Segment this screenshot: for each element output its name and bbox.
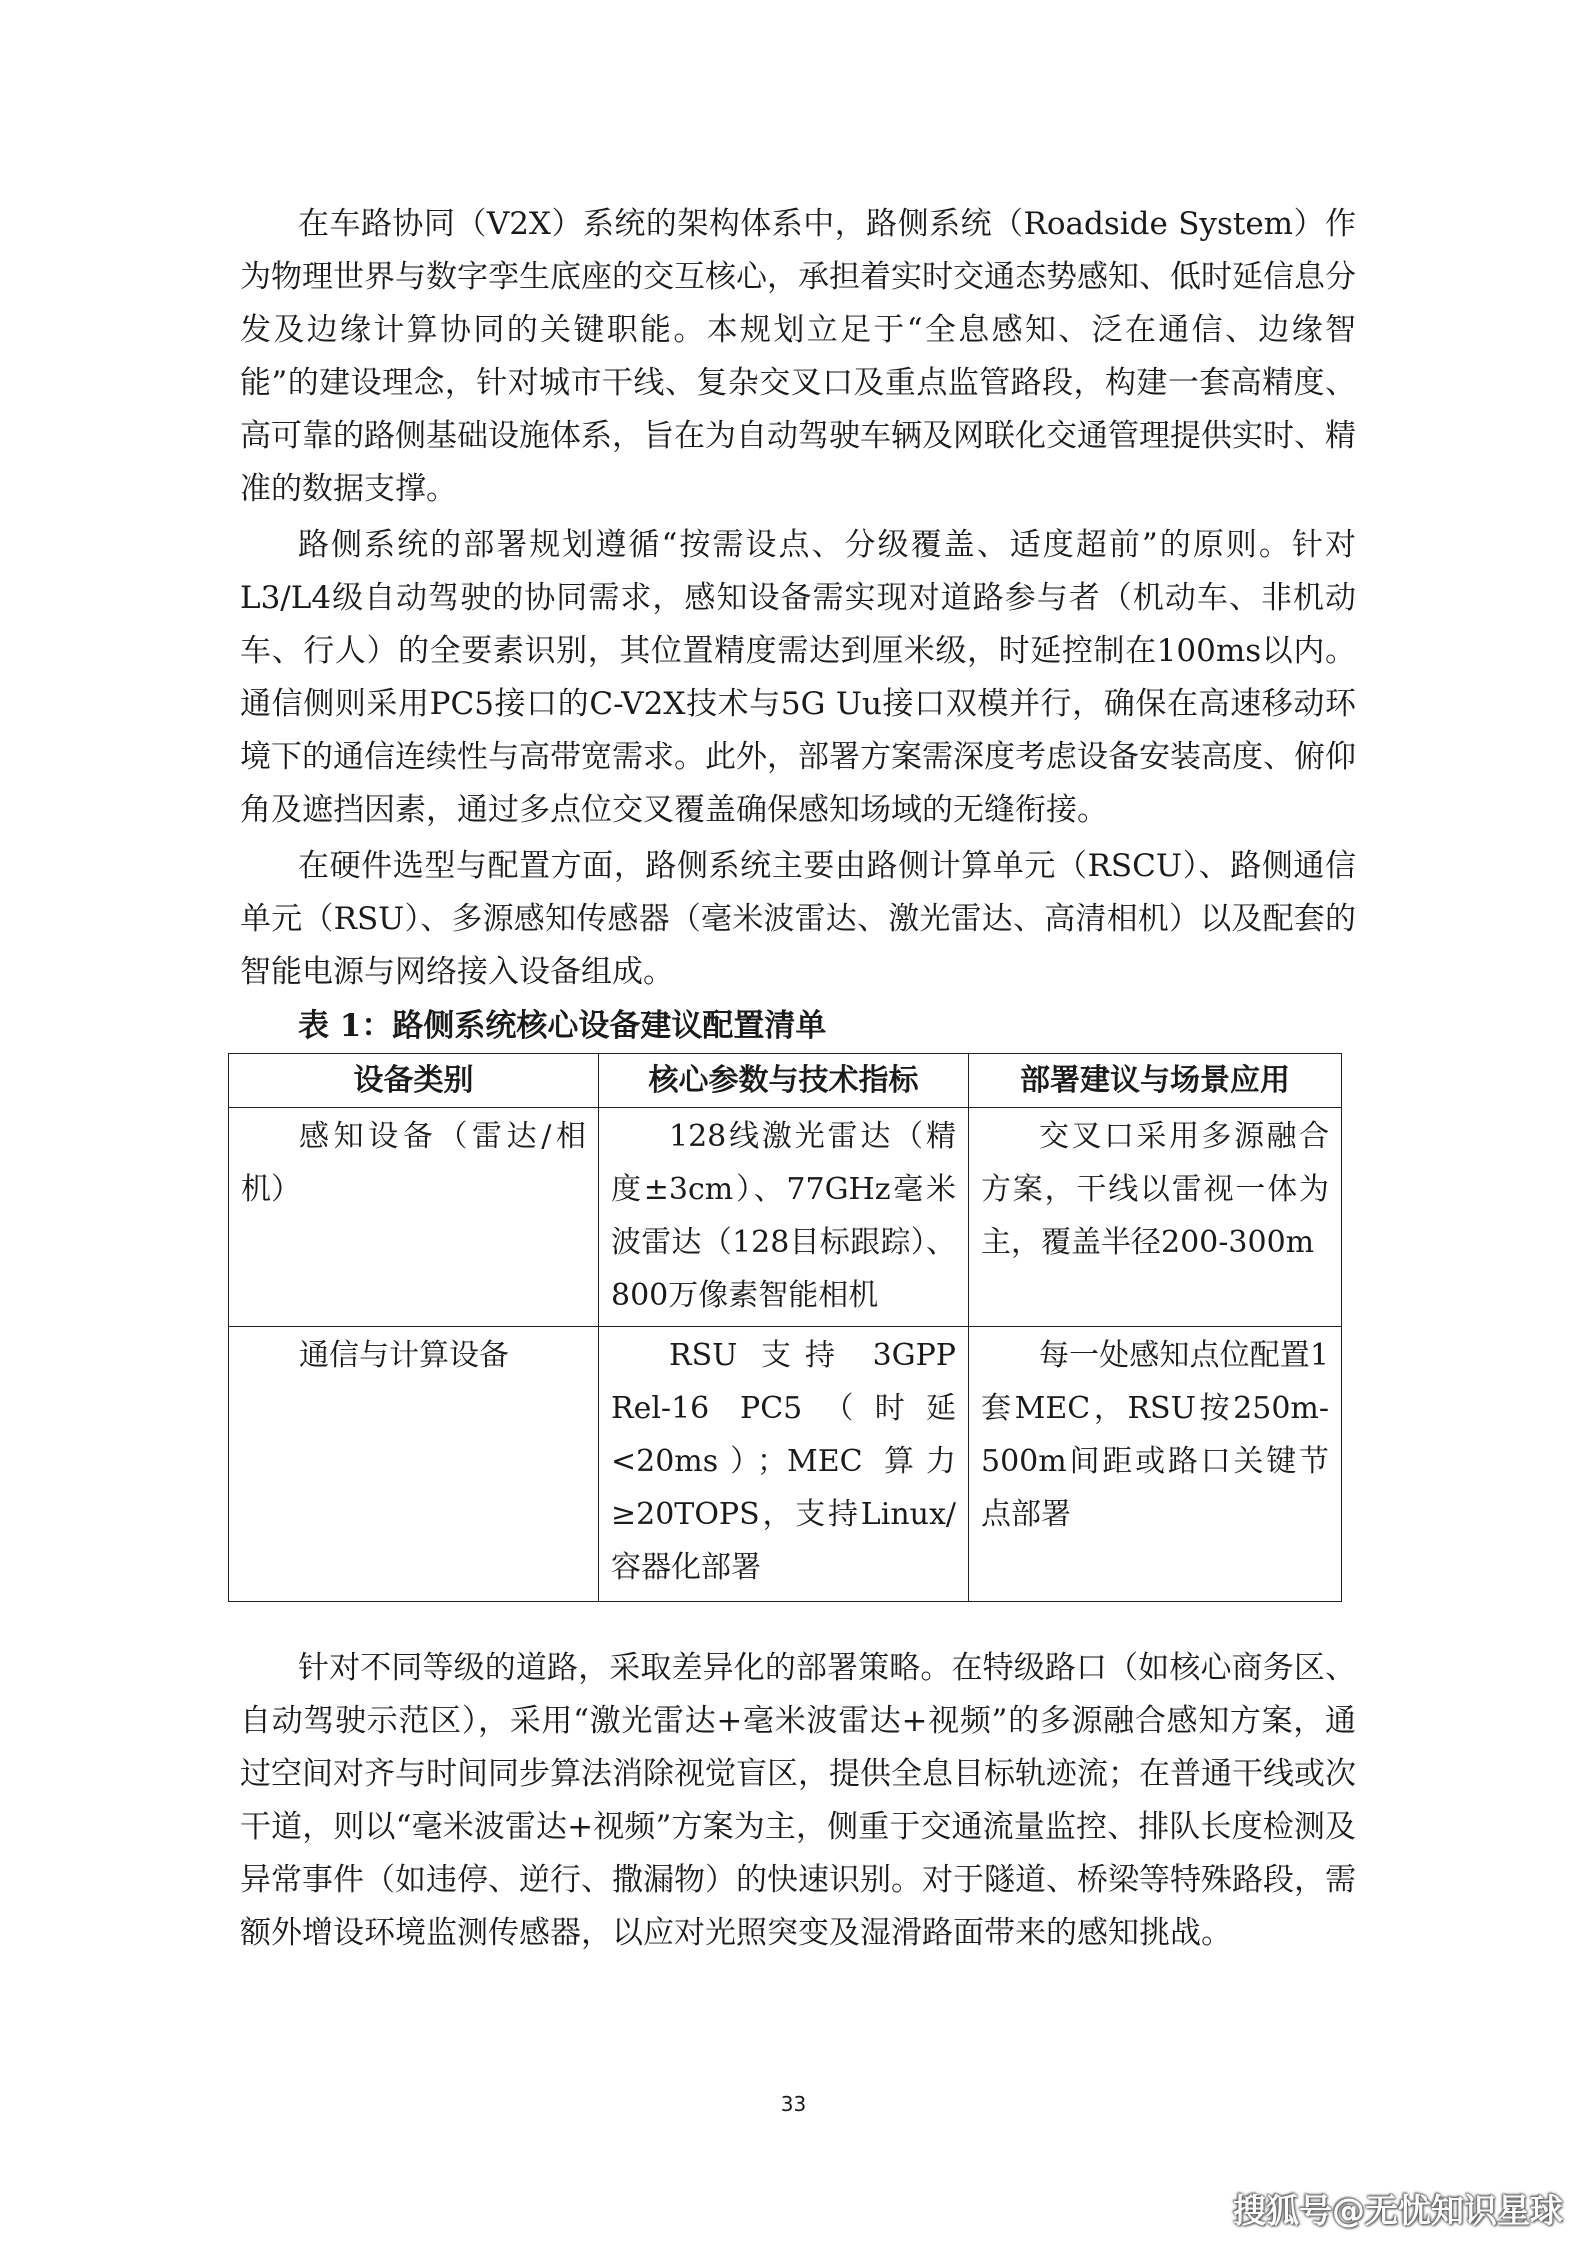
body-paragraph-1: 在车路协同（V2X）系统的架构体系中，路侧系统（Roadside System）作为物理世界与数字孪生底座的交互核心，承担着实时交通态势感知、低时延信息分发及边缘计算协同的关键职能。本规划立足于“全息感知、泛在通信、边缘智能”的建设理念，针对城市干线、复杂交叉口及重点监管路段，构建一套高精度、高可靠的路侧基础设施体系，旨在为自动驾驶车辆及网联化交通管理提供实时、精准的数据支撑。 — [240, 206, 1356, 507]
header-deployment: 部署建议与场景应用 — [969, 1054, 1342, 1108]
cell-deployment — [969, 1108, 1342, 1327]
page-number: 33 — [780, 2092, 807, 2116]
cell-text: 128线激光雷达（精度±3cm）、77GHz毫米波雷达（128目标跟踪）、800万像素智能相机 — [611, 1119, 956, 1313]
cell-text: 通信与计算设备 — [299, 1338, 509, 1373]
table-row — [229, 1108, 1342, 1327]
cell-params — [599, 1108, 969, 1327]
table-header-row — [229, 1054, 1342, 1108]
body-paragraph-4: 针对不同等级的道路，采取差异化的部署策略。在特级路口（如核心商务区、自动驾驶示范区），采用“激光雷达+毫米波雷达+视频”的多源融合感知方案，通过空间对齐与时间同步算法消除视觉盲区，提供全息目标轨迹流；在普通干线或次干道，则以“毫米波雷达+视频”方案为主，侧重于交通流量监控、排队长度检测及异常事件（如违停、逆行、撒漏物）的快速识别。对于隧道、桥梁等特殊路段，需额外增设环境监测传感器，以应对光照突变及湿滑路面带来的感知挑战。 — [240, 1650, 1356, 1951]
table-caption: 表 1：路侧系统核心设备建议配置清单 — [298, 1008, 827, 1044]
body-paragraph-2: 路侧系统的部署规划遵循“按需设点、分级覆盖、适度超前”的原则。针对L3/L4级自动驾驶的协同需求，感知设备需实现对道路参与者（机动车、非机动车、行人）的全要素识别，其位置精度需达到厘米级，时延控制在100ms以内。通信侧则采用PC5接口的C-V2X技术与5G Uu接口双模并行，确保在高速移动环境下的通信连续性与高带宽需求。此外，部署方案需深度考虑设备安装高度、俯仰角及遮挡因素，通过多点位交叉覆盖确保感知场域的无缝衔接。 — [240, 527, 1356, 828]
cell-text: RSU 支持 3GPP Rel-16 PC5（时延<20ms）；MEC 算力≥20TOPS，支持Linux/容器化部署 — [611, 1338, 956, 1585]
cell-text: 交叉口采用多源融合方案，干线以雷视一体为主，覆盖半径200-300m — [981, 1119, 1329, 1260]
body-paragraph-3: 在硬件选型与配置方面，路侧系统主要由路侧计算单元（RSCU）、路侧通信单元（RSU）、多源感知传感器（毫米波雷达、激光雷达、高清相机）以及配套的智能电源与网络接入设备组成。 — [240, 848, 1356, 990]
cell-category — [229, 1108, 599, 1327]
equipment-config-table — [228, 1053, 1342, 1602]
header-params: 核心参数与技术指标 — [599, 1054, 969, 1108]
cell-text: 感知设备（雷达/相机） — [241, 1119, 586, 1207]
watermark: 搜狐号@无忧知识星球 — [1233, 2191, 1563, 2230]
cell-params — [599, 1327, 969, 1602]
table-row — [229, 1327, 1342, 1602]
cell-text: 每一处感知点位配置1套MEC，RSU按250m-500m间距或路口关键节点部署 — [981, 1338, 1329, 1532]
cell-deployment — [969, 1327, 1342, 1602]
cell-category — [229, 1327, 599, 1602]
header-category: 设备类别 — [229, 1054, 599, 1108]
